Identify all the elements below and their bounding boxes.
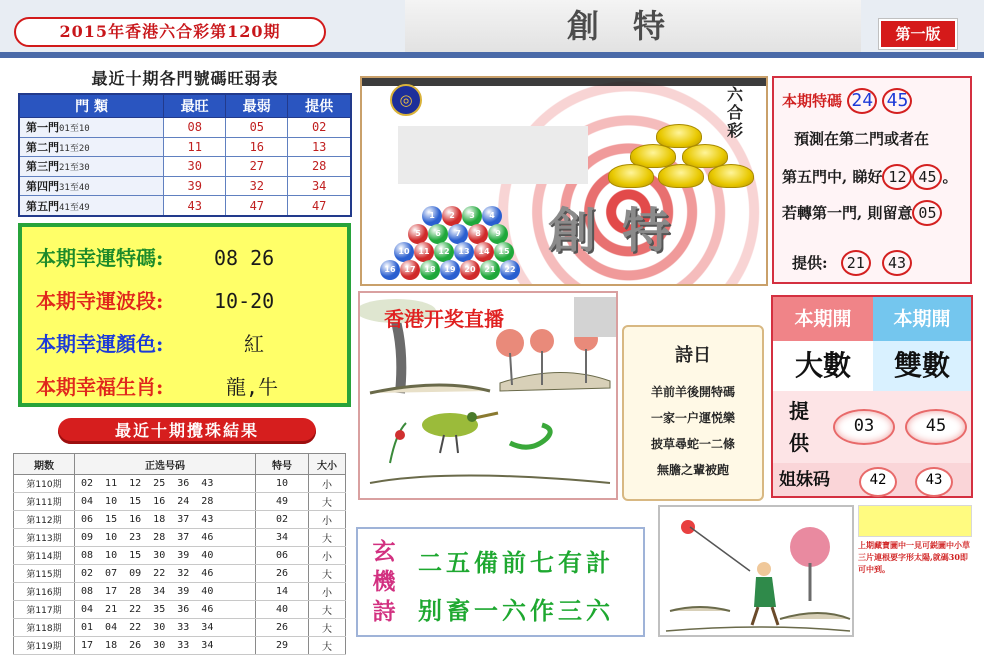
- gold-ingot-icon: [708, 164, 754, 188]
- archer-scene-drawing: [660, 507, 854, 637]
- stats-row-label: [19, 118, 164, 138]
- draw-cell-nums: 08 17 28 34 39 40: [75, 583, 256, 601]
- door-range: 01至10: [59, 124, 90, 135]
- door-range: 21至30: [59, 163, 90, 174]
- lottery-ball: 7: [448, 224, 468, 244]
- poem-title: 詩日: [675, 345, 711, 366]
- draw-cell-size: 大: [309, 565, 346, 583]
- lottery-ball: 20: [460, 260, 480, 280]
- archer-illustration: [658, 505, 854, 637]
- issue-title: 2015年香港六合彩第120期: [14, 17, 326, 47]
- lottery-ball: 21: [480, 260, 500, 280]
- stats-cell-give: 13: [288, 137, 351, 157]
- sister-code-row: [773, 463, 971, 496]
- draws-col-header: 正选号码: [75, 454, 256, 475]
- stats-row: [19, 118, 351, 138]
- prediction-num: 05: [912, 200, 942, 226]
- gold-ingot-icon: [608, 164, 654, 188]
- draws-col-header: 大小: [309, 454, 346, 475]
- prediction-num: 12: [882, 164, 912, 190]
- open-value-1: 大數: [773, 341, 873, 391]
- draw-cell-nums: 04 10 15 16 24 28: [75, 493, 256, 511]
- lottery-ball: 6: [428, 224, 448, 244]
- stats-col-header: 門 類: [19, 94, 164, 118]
- lucky-box: [18, 223, 351, 407]
- stats-cell-cold: 05: [226, 118, 288, 138]
- center-title: 創特: [548, 203, 697, 259]
- bird-tree-illustration: [358, 291, 618, 500]
- draw-cell-size: 大: [309, 529, 346, 547]
- lottery-ball: 5: [408, 224, 428, 244]
- page-title: 創特: [566, 7, 699, 45]
- center-illustration: [360, 76, 768, 286]
- draw-cell-special: 40: [256, 601, 309, 619]
- draw-cell-size: 小: [309, 511, 346, 529]
- stats-cell-hot: 43: [164, 196, 226, 216]
- stats-row-label: [19, 196, 164, 216]
- lottery-ball: 4: [482, 206, 502, 226]
- table-row: [14, 529, 346, 547]
- brand-label: 六合彩: [726, 85, 743, 140]
- door-range: 41至49: [59, 202, 90, 213]
- open-header-2: 本期開: [873, 297, 971, 341]
- lottery-ball: 16: [380, 260, 400, 280]
- draw-cell-nums: 17 18 26 30 33 34: [75, 637, 256, 655]
- stats-col-header: 提供: [288, 94, 351, 118]
- lottery-ball: 8: [468, 224, 488, 244]
- draw-cell-period: 第116期: [14, 583, 75, 601]
- lottery-balls: [368, 198, 518, 286]
- lucky-code-label: 本期幸運特碼:: [36, 246, 164, 270]
- poem-line: 披草尋蛇一二條: [650, 437, 735, 451]
- lottery-ball: 18: [420, 260, 440, 280]
- table-row: [14, 547, 346, 565]
- center-top-strip: [362, 78, 768, 86]
- lottery-ball: 13: [454, 242, 474, 262]
- draw-cell-special: 26: [256, 619, 309, 637]
- door-name: 第五門: [26, 199, 59, 213]
- prediction-line3: 若轉第一門, 則留意: [782, 204, 913, 222]
- draw-cell-special: 14: [256, 583, 309, 601]
- table-row: [14, 493, 346, 511]
- open-value-2: 雙數: [873, 341, 971, 391]
- mystic-line: 二五備前七有計: [418, 548, 614, 577]
- edition-badge: 第一版: [879, 19, 957, 49]
- redacted-area: [398, 126, 588, 184]
- door-name: 第一門: [26, 121, 59, 135]
- draw-cell-nums: 01 04 22 30 33 34: [75, 619, 256, 637]
- poem-line: 一家一户運悦樂: [650, 411, 735, 425]
- mystic-poem-box: [356, 527, 645, 637]
- stats-row-label: [19, 176, 164, 196]
- provide-label: 提供: [789, 399, 809, 455]
- draw-cell-period: 第119期: [14, 637, 75, 655]
- stats-cell-give: 34: [288, 176, 351, 196]
- stats-cell-cold: 32: [226, 176, 288, 196]
- stats-cell-hot: 08: [164, 118, 226, 138]
- lucky-zodiac-value: 龍,牛: [226, 375, 279, 399]
- door-range: 31至40: [59, 183, 90, 194]
- poem-line: 羊前羊後開特碼: [650, 385, 735, 399]
- stats-col-header: 最旺: [164, 94, 226, 118]
- poem-line: 無膽之輩被跑: [656, 463, 729, 477]
- table-row: [14, 619, 346, 637]
- draw-cell-nums: 06 15 16 18 37 43: [75, 511, 256, 529]
- draw-cell-nums: 02 11 12 25 36 43: [75, 475, 256, 493]
- door-name: 第四門: [26, 180, 59, 194]
- table-row: [14, 475, 346, 493]
- draw-cell-size: 大: [309, 637, 346, 655]
- stats-cell-hot: 30: [164, 157, 226, 177]
- stats-row-label: [19, 137, 164, 157]
- stats-row-label: [19, 157, 164, 177]
- lottery-ball: 10: [394, 242, 414, 262]
- table-row: [14, 601, 346, 619]
- lottery-ball: 11: [414, 242, 434, 262]
- lottery-ball: 17: [400, 260, 420, 280]
- lottery-ball: 1: [422, 206, 442, 226]
- lottery-ball: 14: [474, 242, 494, 262]
- draw-cell-special: 26: [256, 565, 309, 583]
- draws-col-header: 特号: [256, 454, 309, 475]
- prediction-line2-end: 。: [942, 168, 958, 186]
- draws-col-header: 期数: [14, 454, 75, 475]
- door-name: 第二門: [26, 140, 59, 154]
- stats-cell-cold: 47: [226, 196, 288, 216]
- draw-cell-period: 第110期: [14, 475, 75, 493]
- draw-cell-period: 第111期: [14, 493, 75, 511]
- draw-cell-period: 第118期: [14, 619, 75, 637]
- draw-cell-period: 第112期: [14, 511, 75, 529]
- hint-text: 上期藏寶圖中一見可鋭圖中小草三片連根要字形太陽,就碼30即可中到。: [858, 540, 970, 574]
- lottery-ball: 15: [494, 242, 514, 262]
- stats-table: [18, 93, 352, 217]
- stats-title: 最近十期各門號碼旺弱表: [91, 69, 279, 88]
- mystic-line: 别畜一六作三六: [418, 596, 614, 625]
- sister-code-label: 姐妹码: [779, 470, 830, 490]
- draws-banner: 最近十期攪珠結果: [58, 418, 316, 444]
- draw-cell-size: 大: [309, 601, 346, 619]
- lucky-code-value: 08 26: [214, 246, 275, 270]
- hint-thumbnail: [858, 505, 972, 537]
- prediction-num: 45: [912, 164, 942, 190]
- provide-num: 45: [905, 409, 967, 445]
- lottery-logo-icon: ◎: [390, 84, 422, 116]
- stats-cell-cold: 16: [226, 137, 288, 157]
- lottery-ball: 19: [440, 260, 460, 280]
- prediction-give-label: 提供:: [792, 254, 828, 272]
- draw-cell-size: 大: [309, 493, 346, 511]
- table-row: [14, 637, 346, 655]
- table-row: [14, 565, 346, 583]
- lottery-ball: 2: [442, 206, 462, 226]
- lottery-ball: 12: [434, 242, 454, 262]
- provide-row: [773, 391, 971, 463]
- poem-scroll: [622, 325, 764, 501]
- open-result-box: [771, 295, 973, 498]
- prediction-line2: 第五門中, 睇好: [782, 168, 883, 186]
- door-range: 11至20: [59, 143, 90, 154]
- draw-cell-nums: 08 10 15 30 39 40: [75, 547, 256, 565]
- draw-cell-size: 小: [309, 475, 346, 493]
- draw-cell-special: 06: [256, 547, 309, 565]
- draws-table: [13, 453, 346, 653]
- prediction-head-num: 45: [882, 88, 912, 114]
- lucky-wave-label: 本期寺運波段:: [36, 289, 164, 313]
- draw-cell-special: 10: [256, 475, 309, 493]
- draw-cell-period: 第115期: [14, 565, 75, 583]
- stats-cell-give: 02: [288, 118, 351, 138]
- stats-cell-hot: 39: [164, 176, 226, 196]
- draw-cell-nums: 09 10 23 28 37 46: [75, 529, 256, 547]
- stats-col-header: 最弱: [226, 94, 288, 118]
- prediction-line1: 預測在第二門或者在: [794, 130, 930, 148]
- draw-cell-special: 49: [256, 493, 309, 511]
- redacted-area: [574, 297, 618, 337]
- draw-cell-period: 第113期: [14, 529, 75, 547]
- draw-cell-nums: 04 21 22 35 36 46: [75, 601, 256, 619]
- lucky-zodiac-label: 本期幸福生肖:: [36, 375, 164, 399]
- mystic-label: 玄機詩: [372, 538, 396, 625]
- live-stream-text: 香港开奖直播: [384, 307, 504, 331]
- lucky-color-label: 本期幸運顏色:: [36, 332, 164, 356]
- stats-row: [19, 137, 351, 157]
- stats-cell-hot: 11: [164, 137, 226, 157]
- draw-cell-size: 大: [309, 619, 346, 637]
- prediction-give-num: 43: [882, 250, 912, 276]
- prediction-head: 本期特碼: [782, 92, 843, 110]
- door-name: 第三門: [26, 160, 59, 174]
- stats-row: [19, 196, 351, 216]
- prediction-give-num: 21: [841, 250, 871, 276]
- stats-cell-give: 47: [288, 196, 351, 216]
- prediction-box: [772, 76, 972, 284]
- gold-ingot-icon: [658, 164, 704, 188]
- draw-cell-special: 34: [256, 529, 309, 547]
- prediction-head-num: 24: [847, 88, 877, 114]
- lottery-ball: 9: [488, 224, 508, 244]
- stats-cell-cold: 27: [226, 157, 288, 177]
- sister-code-num: 43: [915, 467, 953, 497]
- lucky-wave-value: 10-20: [214, 289, 275, 313]
- draw-cell-period: 第117期: [14, 601, 75, 619]
- draw-cell-special: 29: [256, 637, 309, 655]
- draw-cell-size: 小: [309, 547, 346, 565]
- lottery-ball: 22: [500, 260, 520, 280]
- draw-cell-size: 小: [309, 583, 346, 601]
- header-divider: [0, 52, 984, 58]
- previous-hint-note: [858, 505, 972, 639]
- stats-row: [19, 157, 351, 177]
- open-header-1: 本期開: [773, 297, 873, 341]
- draw-cell-nums: 02 07 09 22 32 46: [75, 565, 256, 583]
- stats-cell-give: 28: [288, 157, 351, 177]
- provide-num: 03: [833, 409, 895, 445]
- lucky-color-value: 紅: [244, 332, 264, 356]
- stats-row: [19, 176, 351, 196]
- sister-code-num: 42: [859, 467, 897, 497]
- draw-cell-period: 第114期: [14, 547, 75, 565]
- lottery-ball: 3: [462, 206, 482, 226]
- table-row: [14, 583, 346, 601]
- draw-cell-special: 02: [256, 511, 309, 529]
- table-row: [14, 511, 346, 529]
